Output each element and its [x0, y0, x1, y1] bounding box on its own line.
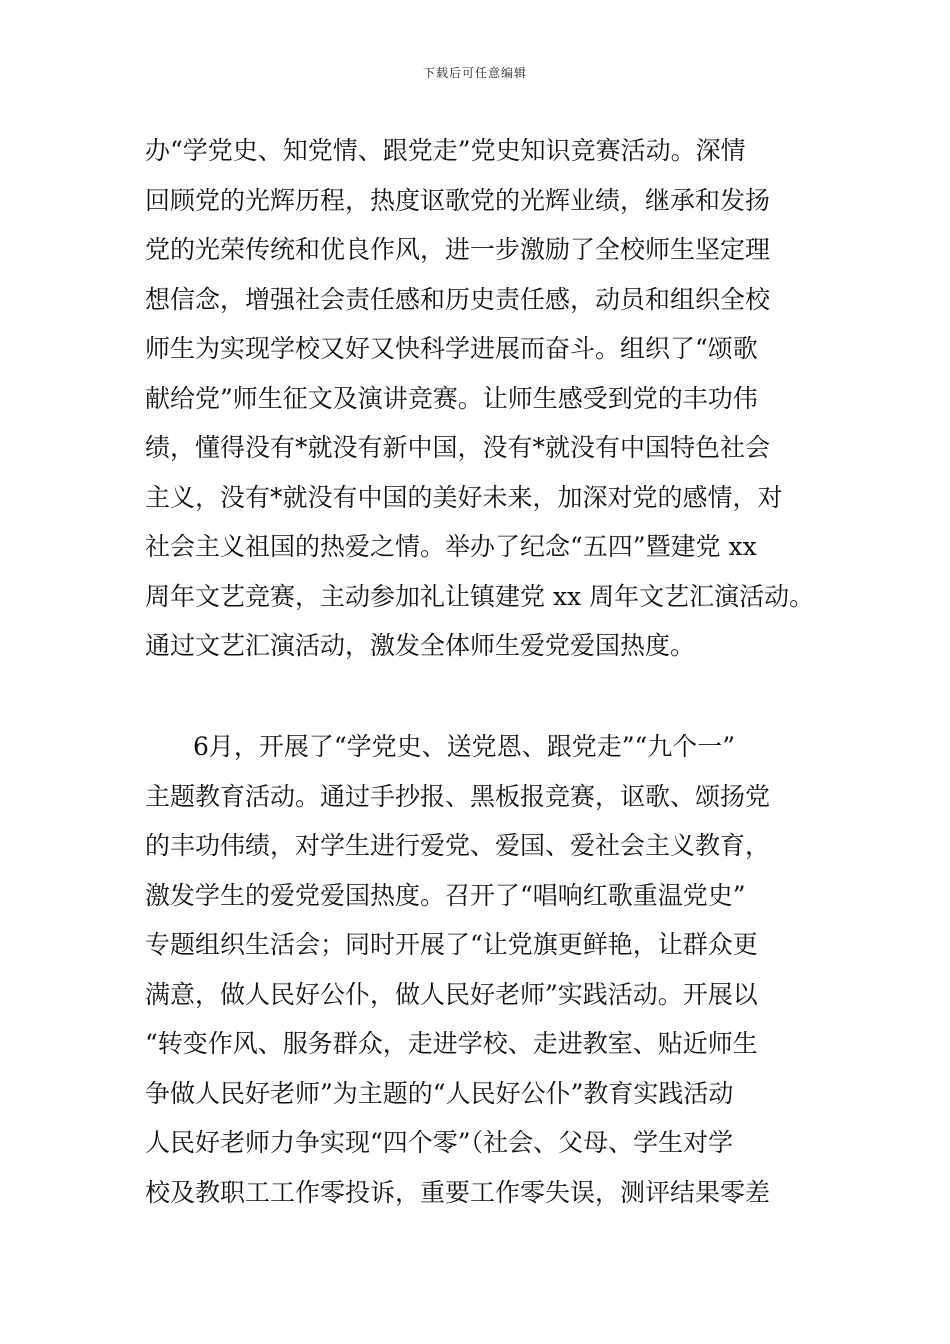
text-line: 想信念，增强社会责任感和历史责任感，动员和组织全校 [145, 284, 771, 314]
text-line: 的丰功伟绩，对学生进行爱党、爱国、爱社会主义教育， [145, 831, 771, 860]
text-line: 专题组织生活会；同时开展了“让党旗更鲜艳，让群众更 [145, 930, 758, 959]
text-line: 激发学生的爱党爱国热度。召开了“唱响红歌重温党史” [145, 880, 746, 910]
text-line: 献给党”师生征文及演讲竞赛。让师生感受到党的丰功伟 [145, 383, 758, 413]
text-line: 党的光荣传统和优良作风，进一步激励了全校师生坚定理 [145, 235, 771, 264]
text-line: 师生为实现学校又好又快科学进展而奋斗。组织了“颂歌 [145, 334, 758, 363]
text-line: “转变作风、服务群众，走进学校、走进教室、贴近师生 [145, 1029, 758, 1058]
text-line: 办“学党史、知党情、跟党走”党史知识竞赛活动。深情 [145, 136, 746, 165]
text-line: 通过文艺汇演活动，激发全体师生爱党爱国热度。 [145, 631, 696, 660]
text-line: 周年文艺竞赛，主动参加礼让镇建党 xx 周年文艺汇演活动。 [145, 581, 815, 611]
text-line: 社会主义祖国的热爱之情。举办了纪念“五四”暨建党 xx [145, 532, 757, 561]
text-line: 人民好老师力争实现“四个零”（社会、父母、学生对学 [145, 1128, 734, 1157]
text-line: 校及教职工工作零投诉，重要工作零失误，测评结果零差 [145, 1177, 771, 1207]
page-header: 下载后可任意编辑 [422, 66, 527, 80]
text-line: 6月，开展了“学党史、送党恩、跟党走”“九个一” [193, 732, 736, 761]
text-line: 满意，做人民好公仆，做人民好老师”实践活动。开展以 [145, 979, 758, 1009]
text-line: 主题教育活动。通过手抄报、黑板报竞赛，讴歌、颂扬党 [145, 781, 771, 811]
text-line: 回顾党的光辉历程，热度讴歌党的光辉业绩，继承和发扬 [145, 185, 771, 215]
paragraph-2 [145, 722, 835, 1217]
text-line: 争做人民好老师”为主题的“人民好公仆”教育实践活动 [145, 1078, 734, 1108]
text-line: 绩，懂得没有*就没有新中国，没有*就没有中国特色社会 [145, 433, 771, 462]
paragraph-1 [145, 126, 835, 671]
text-line: 主义，没有*就没有中国的美好未来，加深对党的感情，对 [145, 482, 783, 512]
